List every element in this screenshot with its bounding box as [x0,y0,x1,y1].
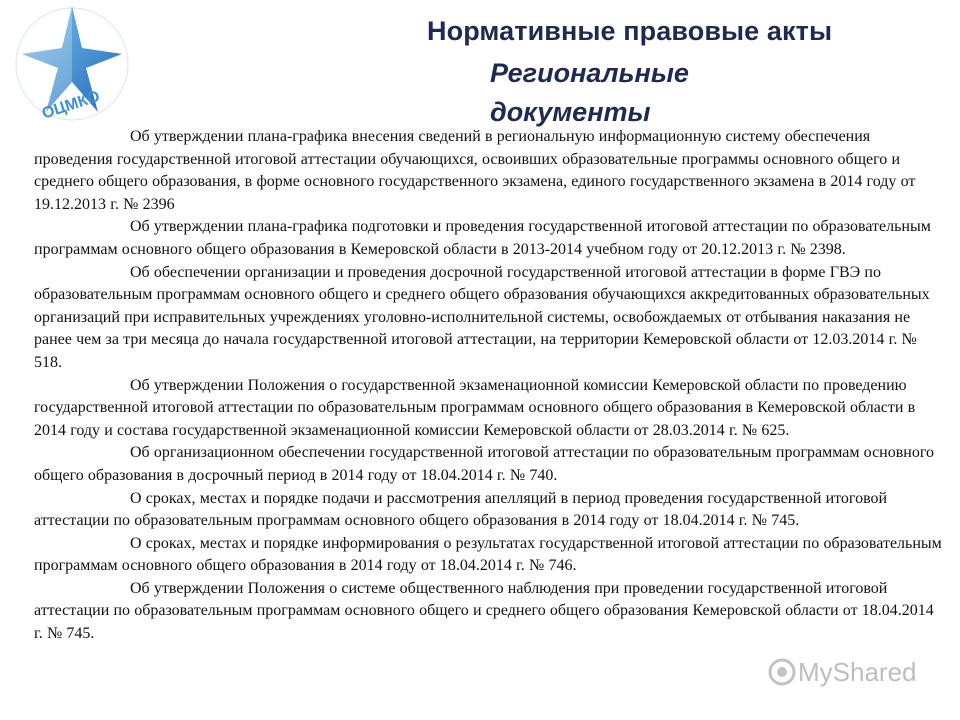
document-item: Об утверждении Положения о государственной экзаменационной комиссии Кемеровской области по проведению государственной итоговой аттестации по образовательным программам основного общего образования в Кемеровской области в 2014 году и состава государственной экзаменационной комиссии Кемеровской области от 28.03.2014 г. № 625. [34,376,916,439]
ocmko-logo-icon [10,2,132,122]
page-title: Нормативные правовые акты [427,16,833,46]
document-item: Об организационном обеспечении государственной итоговой аттестации по образовательным программам основного общего образования в досрочный период в 2014 году от 18.04.2014 г. № 740. [34,444,935,484]
document-item: Об утверждении плана-графика подготовки и проведения государственной итоговой аттестации по образовательным программам основного общего образования в Кемеровской области в 2013-2014 учебном году от 20.12.2013 г. № 2398. [34,218,931,258]
watermark-text: MyShared [798,657,917,687]
documents-list [34,126,946,646]
document-item: О сроках, местах и порядке подачи и рассмотрения апелляций в период проведения государственной итоговой аттестации по образовательным программам основного общего образования в 2014 году от 18.04.2014 г. № 745. [34,489,888,530]
myshared-watermark-icon [766,650,926,694]
document-item: Об утверждении Положения о системе общественного наблюдения при проведении государственной итоговой аттестации по образовательным программам основного общего и среднего общего образования Кемеровской области от 18.04.2014 г. № 745. [34,579,934,643]
ocmko-logo [10,2,132,122]
myshared-watermark [766,650,926,694]
document-item: Об обеспечении организации и проведения досрочной государственной итоговой аттестации в форме ГВЭ по образовательным программам основного общего и среднего общего образования обучающихся аккредитованных образовательных организаций при исправительных учреждениях уголовно-исполнительной системы, освобождаемых от отбывания наказания не ранее чем за три месяца до начала государственной итоговой аттестации, на территории Кемеровской области от 12.03.2014 г. № 518. [34,263,930,371]
document-item: О сроках, местах и порядке информирования о результатах государственной итоговой аттестации по образовательным программам основного общего образования в 2014 году от 18.04.2014 г. № 746. [34,534,942,575]
logo-text: ОЦМКО [39,88,102,122]
page-subtitle: Региональные документы [490,58,689,127]
document-item: Об утверждении плана-графика внесения сведений в региональную информационную систему обеспечения проведения государственной итоговой аттестации обучающихся, освоивших образовательные программы основного общего и среднего общего образования, в форме основного государственного экзамена, единого государственного экзамена в 2014 году от 19.12.2013 г. № 2396 [34,128,916,213]
